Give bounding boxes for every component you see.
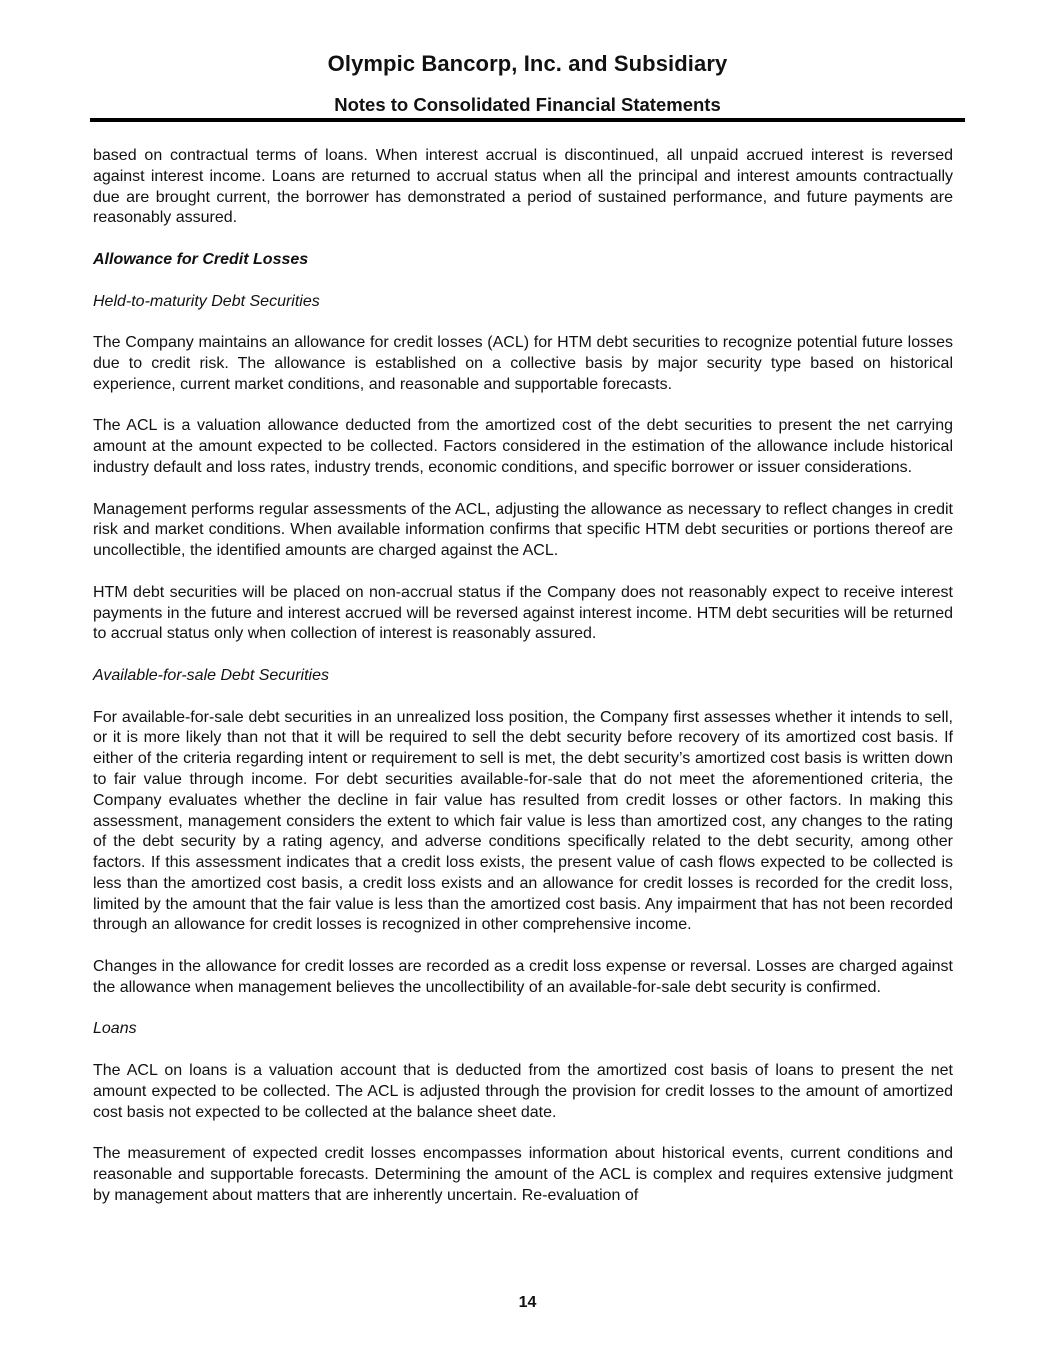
paragraph-htm-4: HTM debt securities will be placed on non-accrual status if the Company does not reasonably expect to receive interest payments in the future and interest accrued will be reversed against interest income. HTM debt securities will be returned to accrual status only when collection of interest is reasonably assured.: [93, 583, 953, 643]
subheading-loans: Loans: [93, 1020, 137, 1038]
document-subtitle: Notes to Consolidated Financial Statements: [334, 94, 721, 115]
document-body: [93, 146, 953, 1207]
paragraph-afs-2: Changes in the allowance for credit losses are recorded as a credit loss expense or reversal. Losses are charged against the allowance when management believes the uncollectibility of an available-for-sale debt security is confirmed.: [93, 958, 953, 996]
paragraph-htm-1: The Company maintains an allowance for credit losses (ACL) for HTM debt securities to recognize potential future losses due to credit risk. The allowance is established on a collective basis by major security type based on historical experience, current market conditions, and reasonable and supportable forecasts.: [93, 334, 953, 393]
paragraph-continued: based on contractual terms of loans. When interest accrual is discontinued, all unpaid accrued interest is reversed against interest income. Loans are returned to accrual status when all the principal and interest amounts contractually due are brought current, the borrower has demonstrated a period of sustained performance, and future payments are reasonably assured.: [93, 147, 953, 227]
paragraph-htm-2: The ACL is a valuation allowance deducted from the amortized cost of the debt securities to present the net carrying amount at the amount expected to be collected. Factors considered in the estimation of the allowance include historical industry default and loss rates, industry trends, economic conditions, and specific borrower or issuer considerations.: [93, 417, 953, 476]
subheading-afs: Available-for-sale Debt Securities: [93, 666, 329, 684]
paragraph-loans-1: The ACL on loans is a valuation account that is deducted from the amortized cost basis of loans to present the net amount expected to be collected. The ACL is adjusted through the provision for credit losses to the amount of amortized cost basis not expected to be collected at the balance sheet date.: [93, 1062, 953, 1121]
page-header: [90, 48, 965, 118]
page-number: 14: [518, 1294, 537, 1311]
section-heading: Allowance for Credit Losses: [93, 250, 309, 268]
paragraph-afs-1: For available-for-sale debt securities in an unrealized loss position, the Company first assesses whether it intends to sell, or it is more likely than not that it will be required to sell the debt security before recovery of its amortized cost basis. If either of the criteria regarding intent or requirement to sell is met, the debt security’s amortized cost basis is written down to fair value through income. For debt securities available-for-sale that do not meet the aforementioned criteria, the Company evaluates whether the decline in fair value has resulted from credit losses or other factors. In making this assessment, management considers the extent to which fair value is less than amortized cost, any changes to the rating of the debt security by a rating agency, and adverse conditions specifically related to the debt security, among other factors. If this assessment indicates that a credit loss exists, the present value of cash flows expected to be collected is less than the amortized cost basis, a credit loss exists and an allowance for credit losses is recorded for the credit loss, limited by the amount that the fair value is less than the amortized cost basis. Any impairment that has not been recorded through an allowance for credit losses is recognized in other comprehensive income.: [93, 708, 953, 934]
header-rule: [90, 118, 965, 122]
company-name: Olympic Bancorp, Inc. and Subsidiary: [327, 51, 728, 76]
paragraph-htm-3: Management performs regular assessments of the ACL, adjusting the allowance as necessary to reflect changes in credit risk and market conditions. When available information confirms that specific HTM debt securities or portions thereof are uncollectible, the identified amounts are charged against the ACL.: [93, 500, 953, 560]
paragraph-loans-2: The measurement of expected credit losses encompasses information about historical events, current conditions and reasonable and supportable forecasts. Determining the amount of the ACL is complex and requires extensive judgment by management about matters that are inherently uncertain. Re-evaluation of: [93, 1145, 953, 1204]
subheading-htm: Held-to-maturity Debt Securities: [93, 292, 320, 310]
